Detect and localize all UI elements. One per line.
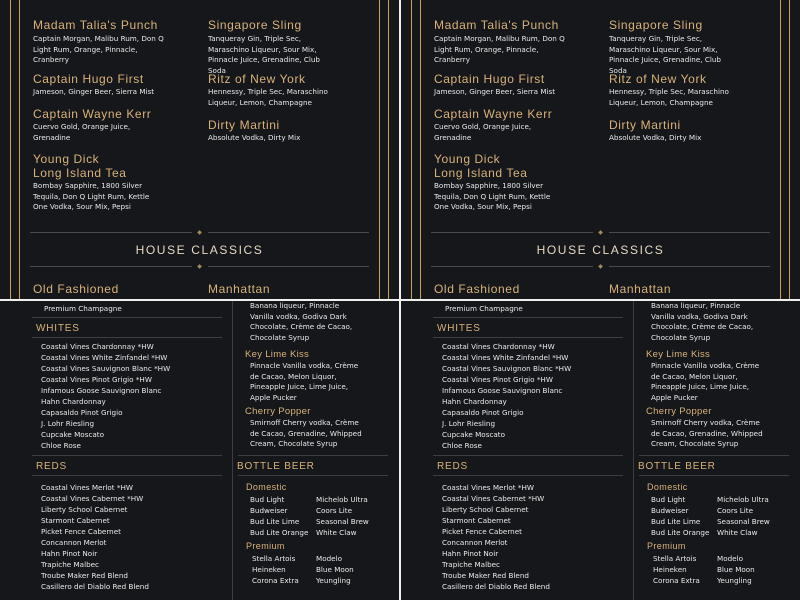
- beer-item: Bud Light: [651, 495, 686, 504]
- cocktail-desc: Absolute Vodka, Dirty Mix: [609, 133, 702, 142]
- wine-item: Coastal Vines Sauvignon Blanc *HW: [442, 364, 572, 373]
- beer-item: Bud Light: [250, 495, 285, 504]
- wine-item: Trapiche Malbec: [41, 560, 100, 569]
- wine-item: Cupcake Moscato: [442, 430, 506, 439]
- premium-heading: Premium: [647, 541, 686, 551]
- cocktail-desc: Bombay Sapphire, 1800 Silver Tequila, Don Q Light Rum, Kettle One Vodka, Sour Mix, Pepsi: [434, 181, 551, 211]
- wine-item: Casillero del Diablo Red Blend: [442, 582, 550, 591]
- cocktail-desc: Banana liqueur, Pinnacle Vanilla vodka, Godiva Dark Chocolate, Crème de Cacao, Chocolate Syrup: [250, 301, 353, 342]
- premium-heading: Premium: [246, 541, 285, 551]
- wine-item: Cupcake Moscato: [41, 430, 105, 439]
- cocktail-name: Dirty Martini: [609, 118, 681, 132]
- section-rule: [639, 475, 789, 476]
- wine-item: Capasaldo Pinot Grigio: [41, 408, 123, 417]
- wine-item: Coastal Vines White Zinfandel *HW: [41, 353, 168, 362]
- cocktail-name: Old Fashioned: [434, 282, 520, 296]
- section-divider: [431, 229, 770, 236]
- menu-panel-bottom-left: [0, 301, 399, 600]
- section-rule: [32, 475, 222, 476]
- domestic-heading: Domestic: [647, 482, 688, 492]
- beer-item: Corona Extra: [252, 576, 299, 585]
- cocktail-name: Singapore Sling: [609, 18, 703, 32]
- ornament-icon: ◆: [192, 229, 208, 236]
- wine-item: Infamous Goose Sauvignon Blanc: [442, 386, 563, 395]
- cocktail-name: Old Fashioned: [33, 282, 119, 296]
- beer-item: Stella Artois: [653, 554, 697, 563]
- beer-item: White Claw: [316, 528, 357, 537]
- whites-heading: WHITES: [437, 323, 481, 334]
- cocktail-desc: Jameson, Ginger Beer, Sierra Mist: [434, 87, 556, 96]
- cocktail-name: Madam Talia's Punch: [434, 18, 559, 32]
- reds-heading: REDS: [36, 461, 67, 472]
- section-rule: [433, 475, 623, 476]
- section-rule: [238, 475, 388, 476]
- wine-item: J. Lohr Riesling: [442, 419, 496, 428]
- beer-item: Budweiser: [651, 506, 689, 515]
- cocktail-name: Young Dick Long Island Tea: [434, 152, 528, 180]
- cocktail-desc: Smirnoff Cherry vodka, Crème de Cacao, Grenadine, Whipped Cream, Chocolate Syrup: [250, 418, 362, 448]
- wine-item: Chloe Rose: [442, 441, 482, 450]
- section-title: HOUSE CLASSICS: [536, 243, 665, 257]
- wine-item: Premium Champagne: [44, 304, 122, 313]
- cocktail-name: Captain Wayne Kerr: [33, 107, 152, 121]
- column-divider: [633, 301, 634, 600]
- section-rule: [32, 337, 222, 338]
- beer-item: Bud Lite Orange: [651, 528, 710, 537]
- cocktail-name: Cherry Popper: [646, 406, 712, 417]
- wine-item: Coastal Vines White Zinfandel *HW: [442, 353, 569, 362]
- wine-item: Chloe Rose: [41, 441, 81, 450]
- cocktail-name: Ritz of New York: [609, 72, 707, 86]
- section-rule: [433, 317, 623, 318]
- wine-item: Concannon Merlot: [442, 538, 508, 547]
- wine-item: Hahn Pinot Noir: [41, 549, 98, 558]
- ornament-icon: ◆: [593, 263, 609, 270]
- beer-item: Bud Lite Lime: [651, 517, 701, 526]
- beer-item: Michelob Ultra: [717, 495, 769, 504]
- cocktail-name: Key Lime Kiss: [646, 349, 711, 360]
- beer-item: Seasonal Brew: [717, 517, 770, 526]
- wine-item: Liberty School Cabernet: [442, 505, 529, 514]
- beer-item: Yeungling: [717, 576, 752, 585]
- menu-panel-top-right: [401, 0, 800, 299]
- beer-item: White Claw: [717, 528, 758, 537]
- cocktail-desc: Cuervo Gold, Orange Juice, Grenadine: [33, 122, 131, 142]
- wine-item: Casillero del Diablo Red Blend: [41, 582, 149, 591]
- beer-item: Yeungling: [316, 576, 351, 585]
- cocktail-name: Madam Talia's Punch: [33, 18, 158, 32]
- cocktail-desc: Jameson, Ginger Beer, Sierra Mist: [33, 87, 155, 96]
- wine-item: Hahn Chardonnay: [442, 397, 507, 406]
- wine-item: Premium Champagne: [445, 304, 523, 313]
- wine-item: Liberty School Cabernet: [41, 505, 128, 514]
- cocktail-name: Key Lime Kiss: [245, 349, 310, 360]
- beer-heading: BOTTLE BEER: [237, 461, 315, 472]
- section-divider: [30, 263, 369, 270]
- cocktail-desc: Absolute Vodka, Dirty Mix: [208, 133, 301, 142]
- wine-item: Coastal Vines Cabernet *HW: [442, 494, 545, 503]
- cocktail-name: Young Dick Long Island Tea: [33, 152, 127, 180]
- cocktail-desc: Cuervo Gold, Orange Juice, Grenadine: [434, 122, 532, 142]
- beer-item: Modelo: [717, 554, 743, 563]
- cocktail-name: Manhattan: [208, 282, 271, 296]
- wine-item: Starmont Cabernet: [41, 516, 110, 525]
- section-rule: [32, 455, 222, 456]
- cocktail-desc: Tanqueray Gin, Triple Sec, Maraschino Liqueur, Sour Mix, Pinnacle Juice, Grenadine, Club Soda: [208, 34, 320, 75]
- wine-item: Coastal Vines Chardonnay *HW: [41, 342, 154, 351]
- wine-item: Infamous Goose Sauvignon Blanc: [41, 386, 162, 395]
- beer-item: Heineken: [252, 565, 286, 574]
- wine-item: Hahn Chardonnay: [41, 397, 106, 406]
- wine-item: Capasaldo Pinot Grigio: [442, 408, 524, 417]
- beer-item: Heineken: [653, 565, 687, 574]
- beer-item: Seasonal Brew: [316, 517, 369, 526]
- cocktail-name: Captain Hugo First: [33, 72, 144, 86]
- cocktail-desc: Pinnacle Vanilla vodka, Crème de Cacao, Melon Liquor, Pineapple Juice, Lime Juice, Apple Pucker: [250, 361, 359, 402]
- ornament-icon: ◆: [593, 229, 609, 236]
- wine-item: J. Lohr Riesling: [41, 419, 95, 428]
- beer-item: Modelo: [316, 554, 342, 563]
- column-divider: [232, 301, 233, 600]
- cocktail-name: Ritz of New York: [208, 72, 306, 86]
- whites-heading: WHITES: [36, 323, 80, 334]
- wine-item: Coastal Vines Merlot *HW: [442, 483, 535, 492]
- wine-item: Coastal Vines Pinot Grigio *HW: [442, 375, 553, 384]
- cocktail-desc: Hennessy, Triple Sec, Maraschino Liqueur, Lemon, Champagne: [609, 87, 729, 107]
- wine-item: Coastal Vines Merlot *HW: [41, 483, 134, 492]
- beer-item: Coors Lite: [717, 506, 754, 515]
- section-divider: [30, 229, 369, 236]
- beer-item: Bud Lite Orange: [250, 528, 309, 537]
- cocktail-name: Manhattan: [609, 282, 672, 296]
- beer-item: Budweiser: [250, 506, 288, 515]
- cocktail-name: Captain Hugo First: [434, 72, 545, 86]
- wine-item: Coastal Vines Cabernet *HW: [41, 494, 144, 503]
- cocktail-name: Dirty Martini: [208, 118, 280, 132]
- beer-item: Blue Moon: [316, 565, 354, 574]
- wine-item: Picket Fence Cabernet: [41, 527, 121, 536]
- beer-item: Stella Artois: [252, 554, 296, 563]
- cocktail-desc: Tanqueray Gin, Triple Sec, Maraschino Liqueur, Sour Mix, Pinnacle Juice, Grenadine, Club Soda: [609, 34, 721, 75]
- ornament-icon: ◆: [192, 263, 208, 270]
- section-title: HOUSE CLASSICS: [135, 243, 264, 257]
- domestic-heading: Domestic: [246, 482, 287, 492]
- cocktail-desc: Hennessy, Triple Sec, Maraschino Liqueur, Lemon, Champagne: [208, 87, 328, 107]
- beer-item: Coors Lite: [316, 506, 353, 515]
- reds-heading: REDS: [437, 461, 468, 472]
- cocktail-name: Captain Wayne Kerr: [434, 107, 553, 121]
- section-rule: [238, 455, 388, 456]
- cocktail-desc: Banana liqueur, Pinnacle Vanilla vodka, Godiva Dark Chocolate, Crème de Cacao, Chocolate Syrup: [651, 301, 754, 342]
- wine-item: Starmont Cabernet: [442, 516, 511, 525]
- cocktail-desc: Captain Morgan, Malibu Rum, Don Q Light Rum, Orange, Pinnacle, Cranberry: [434, 34, 565, 64]
- beer-item: Blue Moon: [717, 565, 755, 574]
- section-rule: [433, 337, 623, 338]
- section-divider: [431, 263, 770, 270]
- wine-item: Hahn Pinot Noir: [442, 549, 499, 558]
- cocktail-desc: Pinnacle Vanilla vodka, Crème de Cacao, Melon Liquor, Pineapple Juice, Lime Juice, Apple Pucker: [651, 361, 760, 402]
- wine-item: Coastal Vines Sauvignon Blanc *HW: [41, 364, 171, 373]
- beer-heading: BOTTLE BEER: [638, 461, 716, 472]
- wine-item: Concannon Merlot: [41, 538, 107, 547]
- beer-item: Michelob Ultra: [316, 495, 368, 504]
- menu-panel-top-left: [0, 0, 399, 299]
- menu-panel-bottom-right: [401, 301, 800, 600]
- wine-item: Troube Maker Red Blend: [442, 571, 529, 580]
- wine-item: Picket Fence Cabernet: [442, 527, 522, 536]
- wine-item: Trapiche Malbec: [442, 560, 501, 569]
- section-rule: [32, 317, 222, 318]
- cocktail-name: Cherry Popper: [245, 406, 311, 417]
- wine-item: Coastal Vines Pinot Grigio *HW: [41, 375, 152, 384]
- wine-item: Troube Maker Red Blend: [41, 571, 128, 580]
- wine-item: Coastal Vines Chardonnay *HW: [442, 342, 555, 351]
- cocktail-desc: Bombay Sapphire, 1800 Silver Tequila, Don Q Light Rum, Kettle One Vodka, Sour Mix, Pepsi: [33, 181, 150, 211]
- section-rule: [433, 455, 623, 456]
- cocktail-desc: Captain Morgan, Malibu Rum, Don Q Light Rum, Orange, Pinnacle, Cranberry: [33, 34, 164, 64]
- cocktail-name: Singapore Sling: [208, 18, 302, 32]
- beer-item: Corona Extra: [653, 576, 700, 585]
- cocktail-desc: Smirnoff Cherry vodka, Crème de Cacao, Grenadine, Whipped Cream, Chocolate Syrup: [651, 418, 763, 448]
- section-rule: [639, 455, 789, 456]
- beer-item: Bud Lite Lime: [250, 517, 300, 526]
